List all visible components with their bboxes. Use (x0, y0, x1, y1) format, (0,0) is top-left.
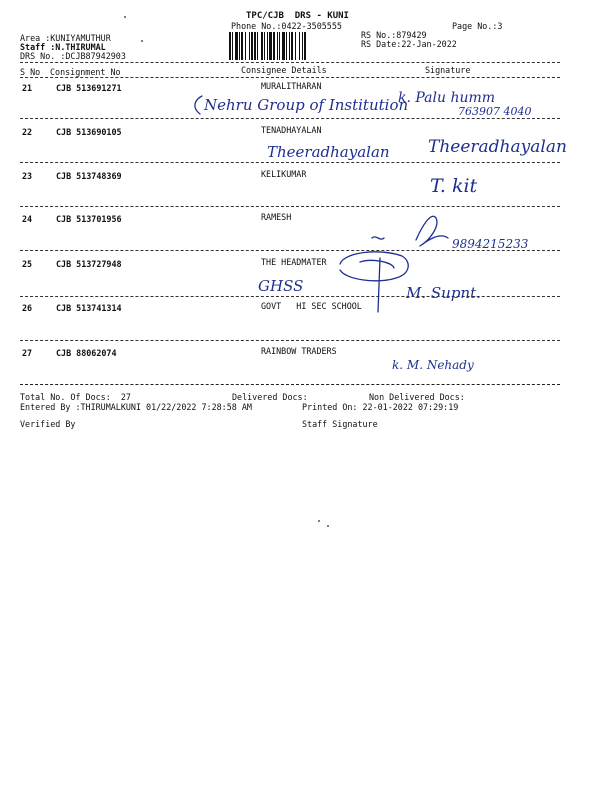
svg-text:M. Supnt.: M. Supnt. (406, 284, 481, 302)
verified-by: Verified By (20, 419, 76, 429)
scan-speck (318, 520, 320, 522)
row-sno: 26 (22, 303, 33, 313)
handwritten-signature-24 (372, 216, 529, 251)
row-consignment-no: CJB 513741314 (56, 303, 122, 313)
handwritten-signature-22 (428, 137, 567, 157)
scan-speck (327, 525, 329, 527)
phone-number: Phone No.:0422-3505555 (231, 21, 342, 31)
row-consignee: TENADHAYALAN (261, 125, 322, 135)
row-consignment-no: CJB 513727948 (56, 259, 122, 269)
handwritten-signature-27 (392, 358, 474, 372)
row-consignee: RAINBOW TRADERS (261, 346, 337, 356)
area-label: Area :KUNIYAMUTHUR (20, 33, 111, 43)
handwritten-consignee-22 (267, 143, 390, 161)
row-consignment-no: CJB 513691271 (56, 83, 122, 93)
non-delivered-docs: Non Delivered Docs: (369, 392, 465, 402)
handwritten-signature-21 (398, 90, 531, 118)
svg-text:k. Palu humm: k. Palu humm (398, 90, 496, 106)
svg-text:Theeradhayalan: Theeradhayalan (428, 137, 567, 157)
handwritten-signature-23 (430, 175, 478, 197)
col-header-consignment: Consignment No (50, 67, 121, 77)
document-title: TPC/CJB DRS - KUNI (246, 11, 349, 21)
rs-date: RS Date:22-Jan-2022 (361, 39, 457, 49)
row-consignment-no: CJB 513701956 (56, 214, 122, 224)
scan-speck (124, 16, 126, 18)
staff-signature: Staff Signature (302, 419, 378, 429)
delivered-docs: Delivered Docs: (232, 392, 308, 402)
row-sno: 21 (22, 83, 33, 93)
col-header-signature: Signature (425, 65, 471, 75)
row-sno: 27 (22, 348, 33, 358)
handwritten-signature-25 (340, 252, 481, 312)
scan-speck (141, 40, 143, 42)
printed-on: Printed On: 22-01-2022 07:29:19 (302, 402, 459, 412)
svg-text:Theeradhayalan: Theeradhayalan (267, 143, 390, 161)
svg-text:k. M. Nehady: k. M. Nehady (392, 358, 474, 372)
row-consignee: MURALITHARAN (261, 81, 322, 91)
rs-number: RS No.:879429 (361, 30, 427, 40)
svg-text:GHSS: GHSS (258, 277, 304, 295)
drs-number: DRS No. :DCJB87942903 (20, 51, 126, 61)
row-sno: 22 (22, 127, 33, 137)
svg-text:T. kit: T. kit (430, 175, 478, 197)
col-header-consignee: Consignee Details (241, 65, 327, 75)
handwritten-consignee-21 (195, 96, 408, 114)
page-number: Page No.:3 (452, 21, 503, 31)
row-consignment-no: CJB 88062074 (56, 348, 117, 358)
svg-text:9894215233: 9894215233 (452, 237, 529, 251)
svg-text:763907 4040: 763907 4040 (458, 105, 532, 118)
row-consignee: THE HEADMATER (261, 257, 327, 267)
col-header-sno: S No (20, 67, 41, 77)
row-sno: 23 (22, 171, 33, 181)
handwritten-consignee-25 (258, 277, 303, 295)
total-docs: Total No. Of Docs: 27 (20, 392, 131, 402)
row-consignee: GOVT HI SEC SCHOOL (261, 301, 362, 311)
staff-label: Staff :N.THIRUMAL (20, 42, 106, 52)
svg-text:Nehru Group of Institution: Nehru Group of Institution (204, 96, 409, 114)
row-consignee: RAMESH (261, 212, 292, 222)
row-sno: 25 (22, 259, 33, 269)
row-sno: 24 (22, 214, 33, 224)
row-consignee: KELIKUMAR (261, 169, 307, 179)
row-consignment-no: CJB 513748369 (56, 171, 122, 181)
row-consignment-no: CJB 513690105 (56, 127, 122, 137)
entered-by: Entered By :THIRUMALKUNI 01/22/2022 7:28:58 AM (20, 402, 252, 412)
